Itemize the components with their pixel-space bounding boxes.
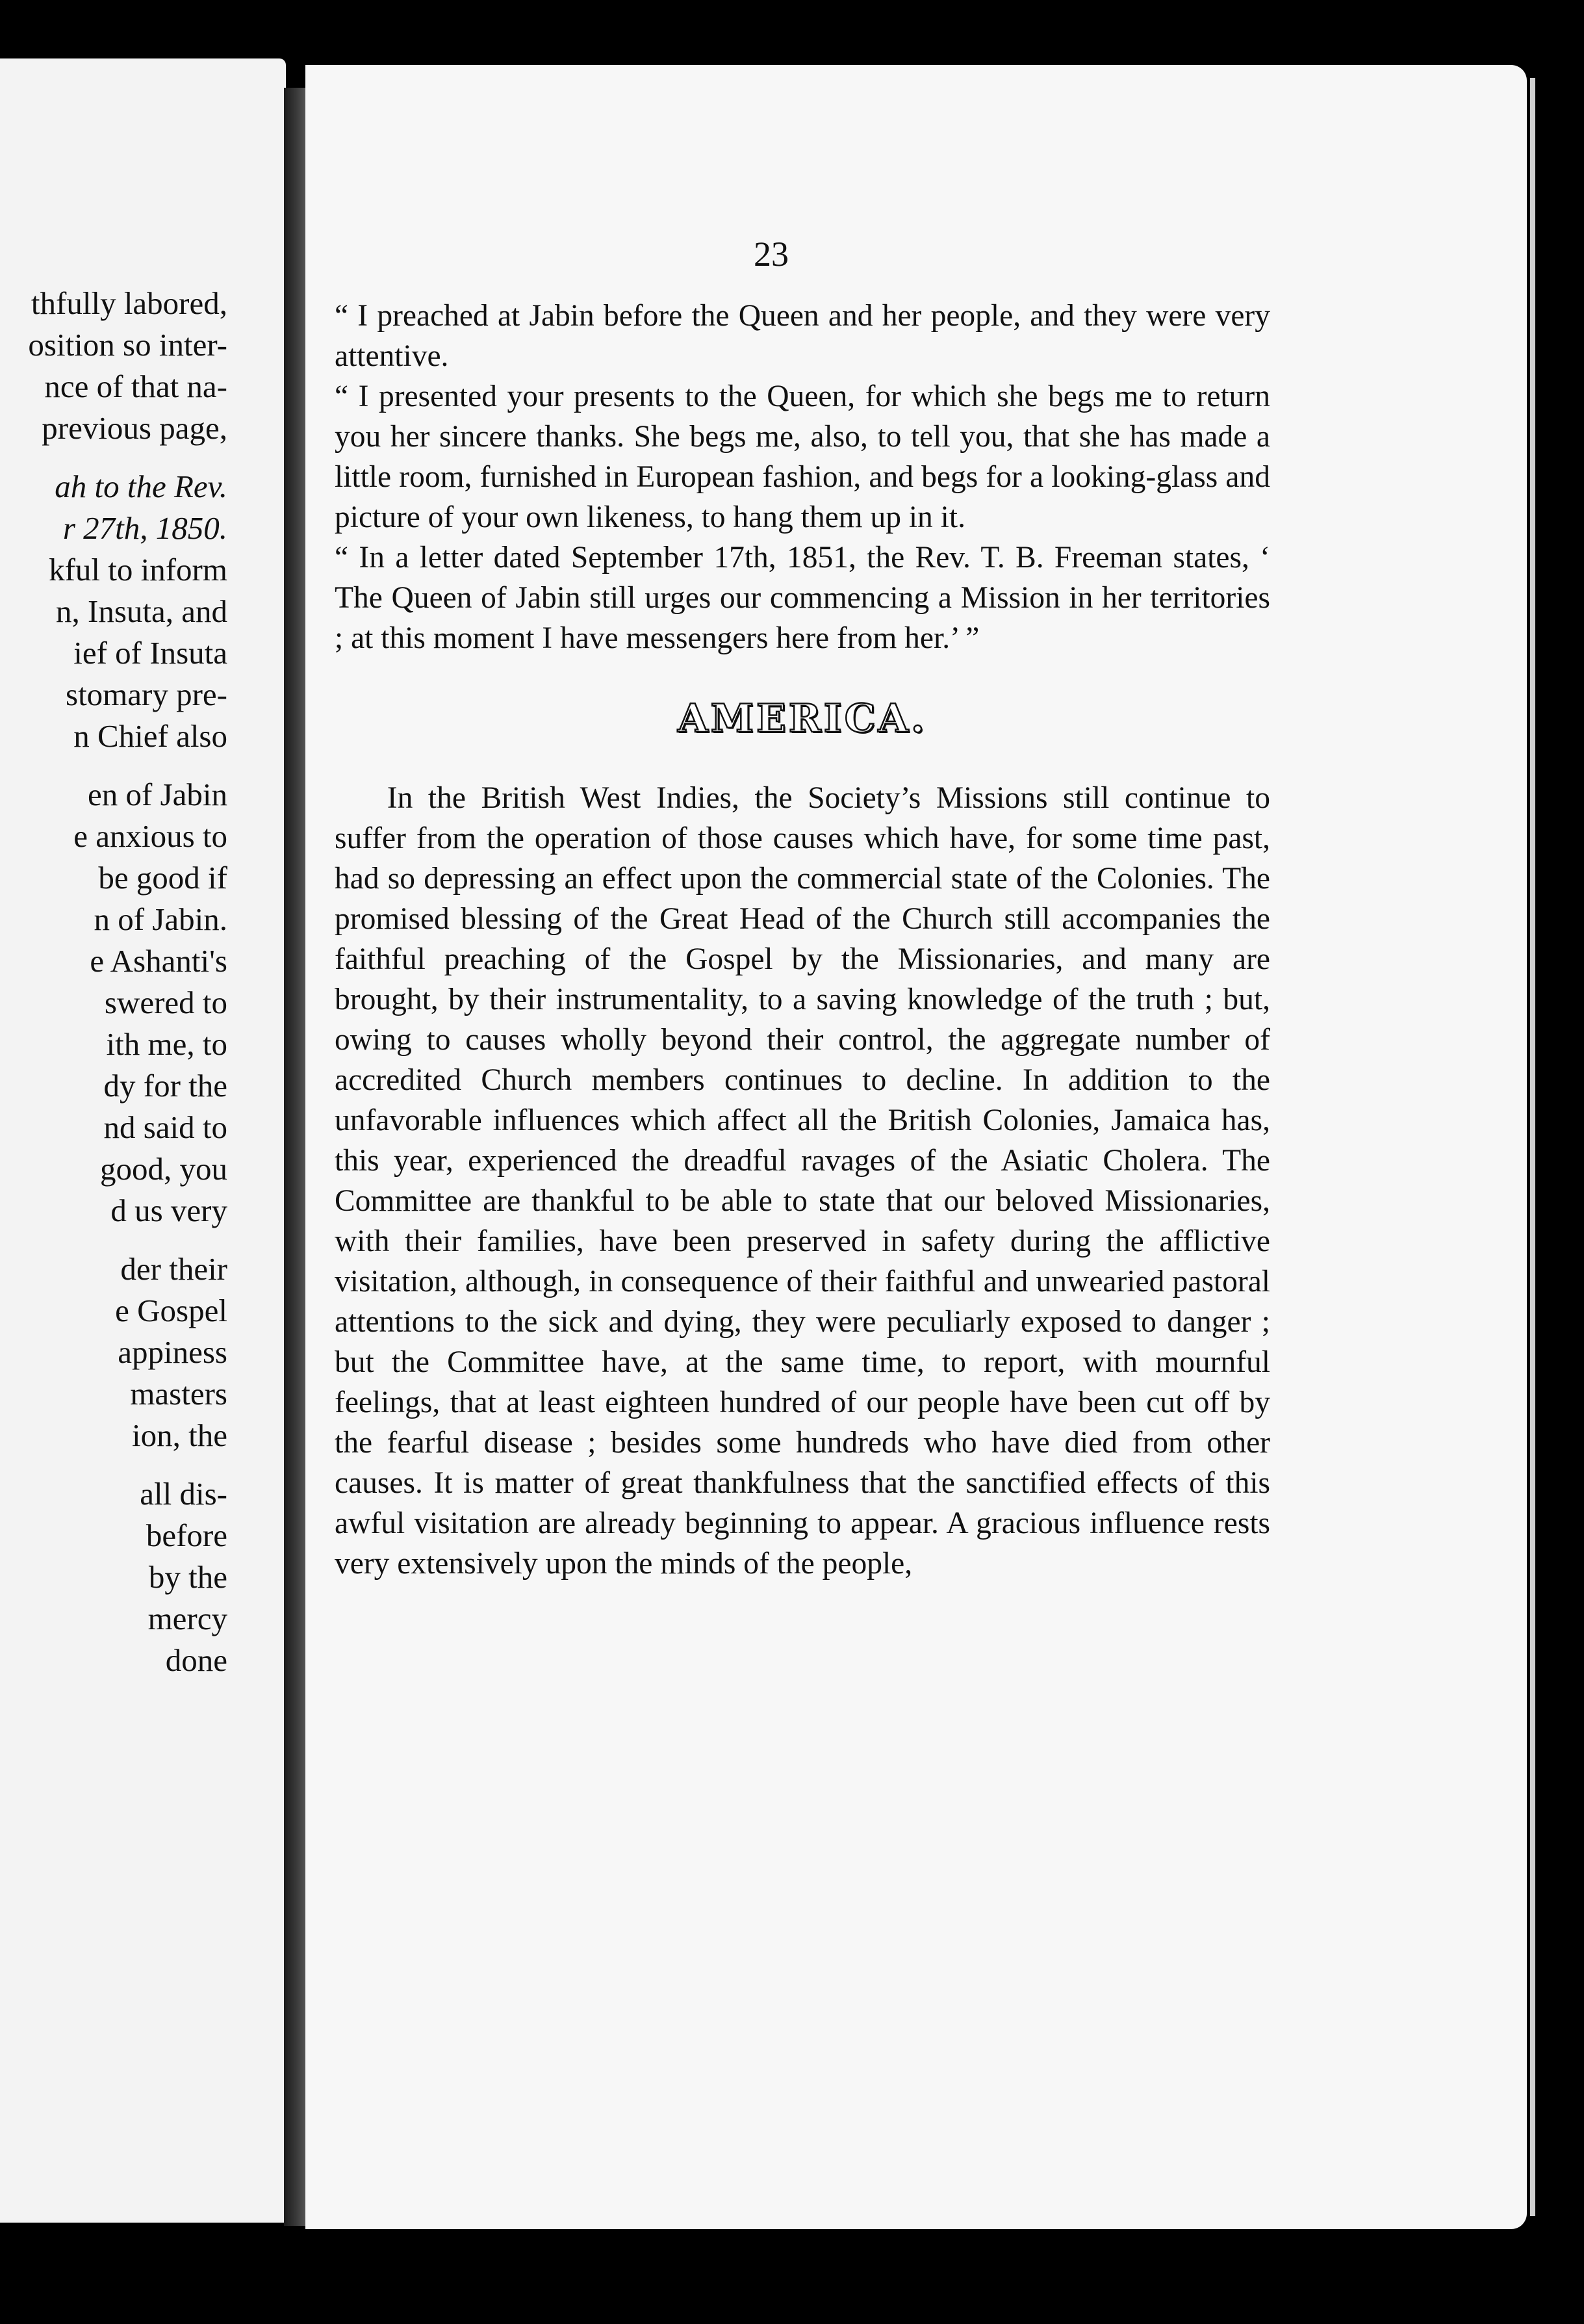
- left-line: dy for the: [103, 1068, 227, 1104]
- left-line: good, you: [100, 1151, 227, 1187]
- left-line: ion, the: [132, 1417, 227, 1453]
- left-line: mercy: [147, 1601, 227, 1636]
- paragraph: In the British West Indies, the Society’s Missions still continue to suffer from the operation of those causes which have, for some time past, had so depressing an effect upon the commercial state of the Colonies. The promised blessing of the Great Head of the Church still accompanies the faithful preaching of the Gospel by the Missionaries, and many are brought, by their instrumentality, to a saving knowledge of the truth ; but, owing to causes wholly beyond their control, the aggregate number of accredited Church members continues to decline. In addition to the unfavorable influences which affect all the British Colonies, Jamaica has, this year, experienced the dreadful ravages of the Asiatic Cholera. The Committee are thankful to be able to state that our beloved Missionaries, with their families, have been preserved in safety during the afflictive visitation, although, in consequence of their faithful and unwearied pastoral attentions to the sick and dying, they were peculiarly exposed to danger ; but the Committee have, at the same time, to report, with mournful feelings, that at least eighteen hundred of our people have been cut off by the fearful disease ; besides some hundreds who have died from other causes. It is matter of great thankfulness that the sanctified effects of this awful visitation are already beginning to appear. A gracious influence rests very extensively upon the minds of the people,: [335, 781, 1270, 1581]
- left-page: [0, 58, 286, 2223]
- left-line: r 27th, 1850.: [62, 510, 227, 546]
- left-line: e Gospel: [115, 1293, 227, 1328]
- left-line: swered to: [104, 985, 227, 1020]
- left-line: ah to the Rev.: [55, 469, 227, 504]
- paragraph: “ In a letter dated September 17th, 1851, the Rev. T. B. Freeman states, ‘ The Queen of Jabin still urges our commencing a Mission in her territories ; at this moment I have messengers here from her.’ ”: [335, 541, 1270, 655]
- section-heading: AMERICA.: [678, 696, 927, 742]
- left-line: n, Insuta, and: [56, 593, 227, 629]
- left-line: previous page,: [42, 410, 227, 446]
- left-line: kful to inform: [49, 552, 227, 587]
- left-line: n of Jabin.: [94, 901, 227, 937]
- left-line: done: [165, 1642, 227, 1678]
- left-line: all dis-: [140, 1476, 227, 1512]
- left-line: en of Jabin: [88, 777, 227, 812]
- left-line: nce of that na-: [44, 368, 227, 404]
- page-edge: [1530, 78, 1535, 2216]
- page-number: 23: [754, 235, 789, 274]
- left-line: stomary pre-: [66, 677, 227, 712]
- left-line: d us very: [110, 1193, 227, 1228]
- paragraph: “ I preached at Jabin before the Queen and her people, and they were very attentive.: [335, 299, 1270, 373]
- main-text: [335, 296, 1270, 1584]
- left-line: before: [146, 1517, 227, 1553]
- left-line: der their: [120, 1251, 227, 1287]
- left-line: e Ashanti's: [90, 943, 227, 979]
- left-page-text: [28, 283, 227, 1681]
- left-line: ief of Insuta: [73, 635, 227, 671]
- left-line: masters: [130, 1376, 227, 1412]
- left-line: by the: [148, 1559, 227, 1595]
- left-line: thfully labored,: [31, 285, 227, 321]
- left-line: osition so inter-: [28, 327, 227, 363]
- paragraph: “ I presented your presents to the Queen, for which she begs me to return you her sincere thanks. She begs me, also, to tell you, that she has made a little room, furnished in European fashion, and begs for a looking-glass and picture of your own likeness, to hang them up in it.: [335, 380, 1270, 534]
- left-line: e anxious to: [73, 818, 227, 854]
- left-line: ith me, to: [106, 1026, 227, 1062]
- left-line: be good if: [98, 860, 227, 896]
- left-line: nd said to: [103, 1109, 227, 1145]
- left-line: n Chief also: [73, 718, 227, 754]
- left-line: appiness: [118, 1334, 227, 1370]
